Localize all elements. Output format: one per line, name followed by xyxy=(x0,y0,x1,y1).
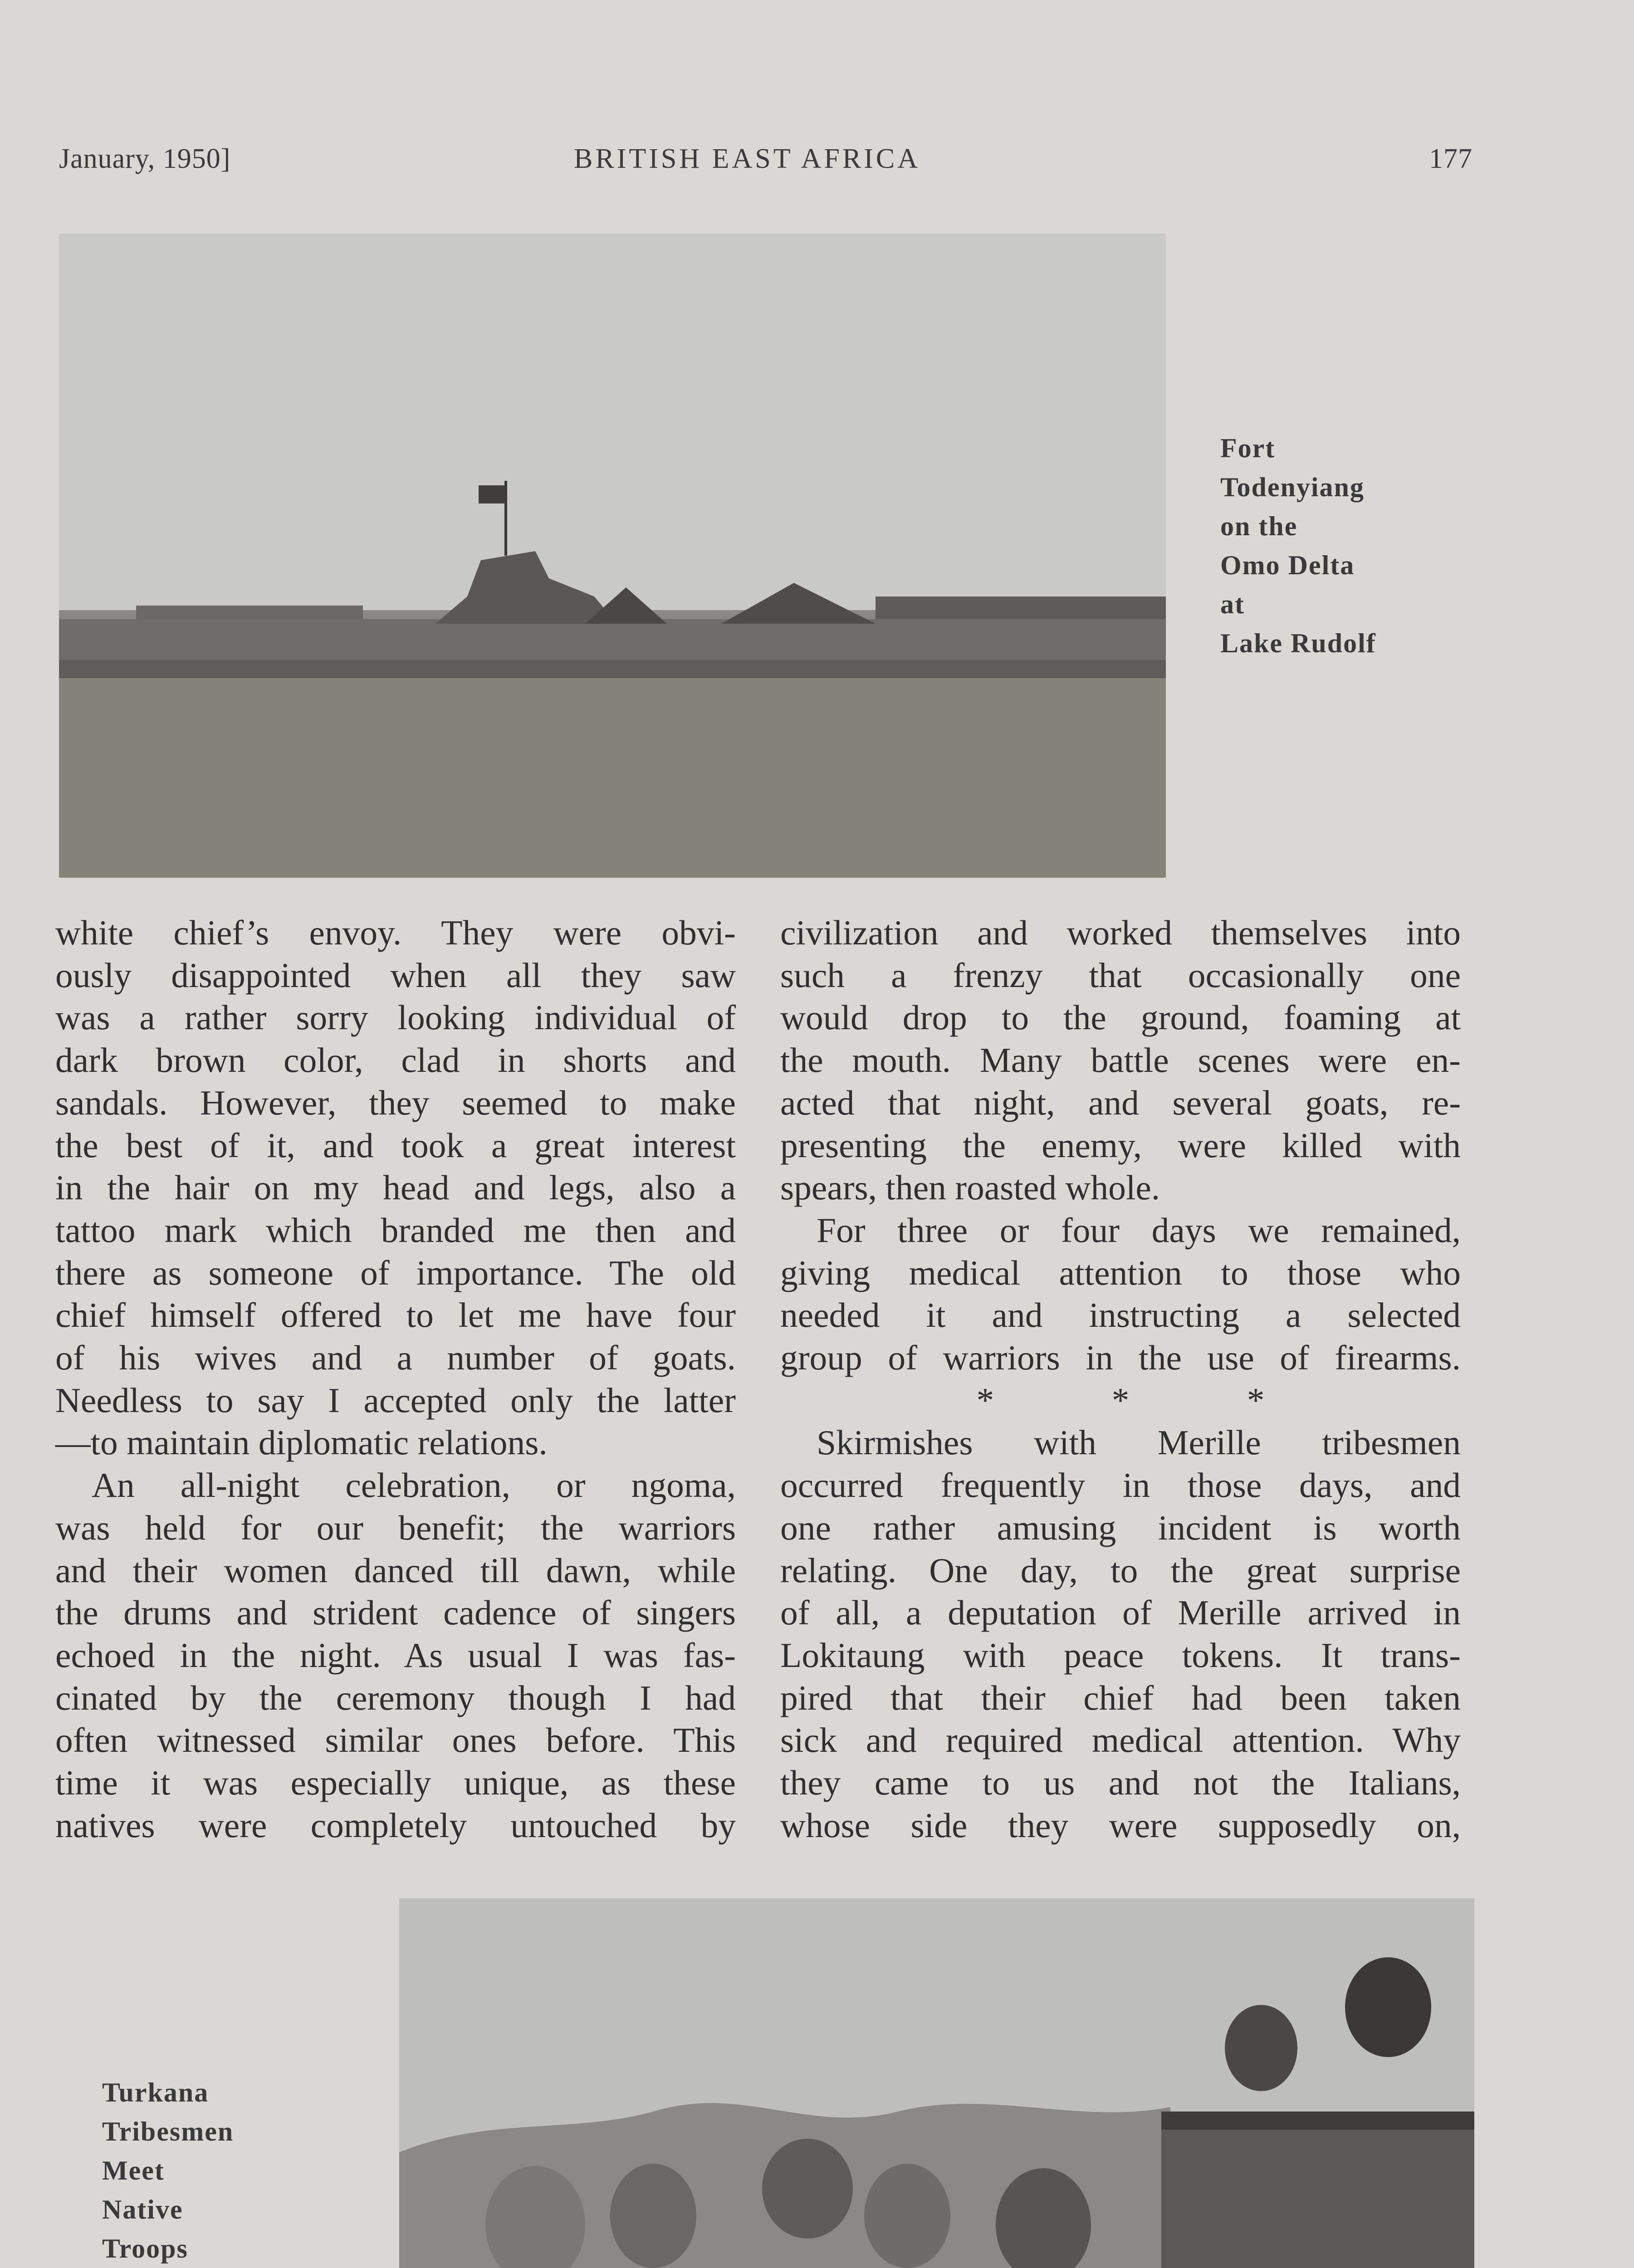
text-line: relating. One day, to the great surprise xyxy=(780,1550,1461,1590)
text-line: cinated by the ceremony though I had xyxy=(55,1678,736,1717)
text-line: tattoo mark which branded me then and xyxy=(55,1210,736,1250)
issue-date: January, 1950] xyxy=(59,143,231,174)
text-line: time it was especially unique, as these xyxy=(55,1763,736,1803)
text-line: in the hair on my head and legs, also a xyxy=(55,1168,736,1207)
troops-photograph xyxy=(399,1898,1474,2268)
fort-scene-illustration xyxy=(59,234,1166,878)
text-line: one rather amusing incident is worth xyxy=(780,1508,1461,1547)
text-line: they came to us and not the Italians, xyxy=(780,1763,1461,1803)
text-line: dark brown color, clad in shorts and xyxy=(55,1041,736,1080)
caption-line: at xyxy=(1220,589,1245,619)
caption-line: Lake Rudolf xyxy=(1220,628,1376,658)
text-line: —to maintain diplomatic relations. xyxy=(55,1423,548,1462)
text-line: An all-night celebration, or ngoma, xyxy=(92,1466,736,1505)
text-line: presenting the enemy, were killed with xyxy=(780,1125,1461,1165)
text-line: would drop to the ground, foaming at xyxy=(780,998,1461,1037)
text-line: Lokitaung with peace tokens. It trans- xyxy=(780,1635,1461,1675)
text-line: acted that night, and several goats, re- xyxy=(780,1083,1461,1122)
text-line: was a rather sorry looking individual of xyxy=(55,998,736,1037)
text-line: there as someone of importance. The old xyxy=(55,1253,736,1292)
text-line: of his wives and a number of goats. xyxy=(55,1338,736,1378)
text-line: spears, then roasted whole. xyxy=(780,1168,1160,1207)
text-line: often witnessed similar ones before. This xyxy=(55,1721,736,1760)
text-line: For three or four days we remained, xyxy=(817,1210,1461,1250)
caption-line: Todenyiang xyxy=(1220,472,1365,502)
text-line: was held for our benefit; the warriors xyxy=(55,1508,736,1547)
text-line: white chief’s envoy. They were obvi- xyxy=(55,913,736,952)
text-line: Needless to say I accepted only the latter xyxy=(55,1380,736,1420)
text-line: the drums and strident cadence of singers xyxy=(55,1593,736,1633)
text-line: occurred frequently in those days, and xyxy=(780,1466,1461,1505)
text-line: giving medical attention to those who xyxy=(780,1253,1461,1292)
fort-caption xyxy=(1220,429,1376,663)
text-line: group of warriors in the use of firearms. xyxy=(780,1338,1461,1378)
caption-line: Meet xyxy=(102,2156,165,2185)
caption-line: Fort xyxy=(1220,433,1276,463)
text-line: and their women danced till dawn, while xyxy=(55,1550,736,1590)
text-line: sick and required medical attention. Why xyxy=(780,1721,1461,1760)
text-line: the mouth. Many battle scenes were en- xyxy=(780,1041,1461,1080)
text-line: Skirmishes with Merille tribesmen xyxy=(817,1423,1461,1462)
caption-line: Troops xyxy=(102,2234,188,2263)
article-right-column xyxy=(780,912,1461,1847)
text-line: sandals. However, they seemed to make xyxy=(55,1083,736,1122)
page-number: 177 xyxy=(1429,143,1473,174)
troops-scene-illustration xyxy=(399,1898,1474,2268)
text-line: pired that their chief had been taken xyxy=(780,1678,1461,1717)
text-line: chief himself offered to let me have four xyxy=(55,1295,736,1335)
text-line: whose side they were supposedly on, xyxy=(780,1805,1461,1845)
caption-line: Native xyxy=(102,2195,183,2224)
text-line: echoed in the night. As usual I was fas- xyxy=(55,1635,736,1675)
text-line: civilization and worked themselves into xyxy=(780,913,1461,952)
troops-caption xyxy=(102,2073,234,2268)
article-left-column xyxy=(55,912,736,1847)
caption-line: Tribesmen xyxy=(102,2116,234,2146)
text-line: of all, a deputation of Merille arrived in xyxy=(780,1593,1461,1633)
caption-line: on the xyxy=(1220,511,1298,541)
text-line: natives were completely untouched by xyxy=(55,1805,736,1845)
section-break: * * * xyxy=(976,1380,1319,1420)
text-line: the best of it, and took a great interest xyxy=(55,1125,736,1165)
text-line: needed it and instructing a selected xyxy=(780,1295,1461,1335)
caption-line: Omo Delta xyxy=(1220,550,1355,580)
fort-photograph xyxy=(59,234,1166,878)
text-line: such a frenzy that occasionally one xyxy=(780,955,1461,995)
text-line: ously disappointed when all they saw xyxy=(55,955,736,995)
running-title: BRITISH EAST AFRICA xyxy=(574,143,920,174)
caption-line: Turkana xyxy=(102,2077,209,2107)
